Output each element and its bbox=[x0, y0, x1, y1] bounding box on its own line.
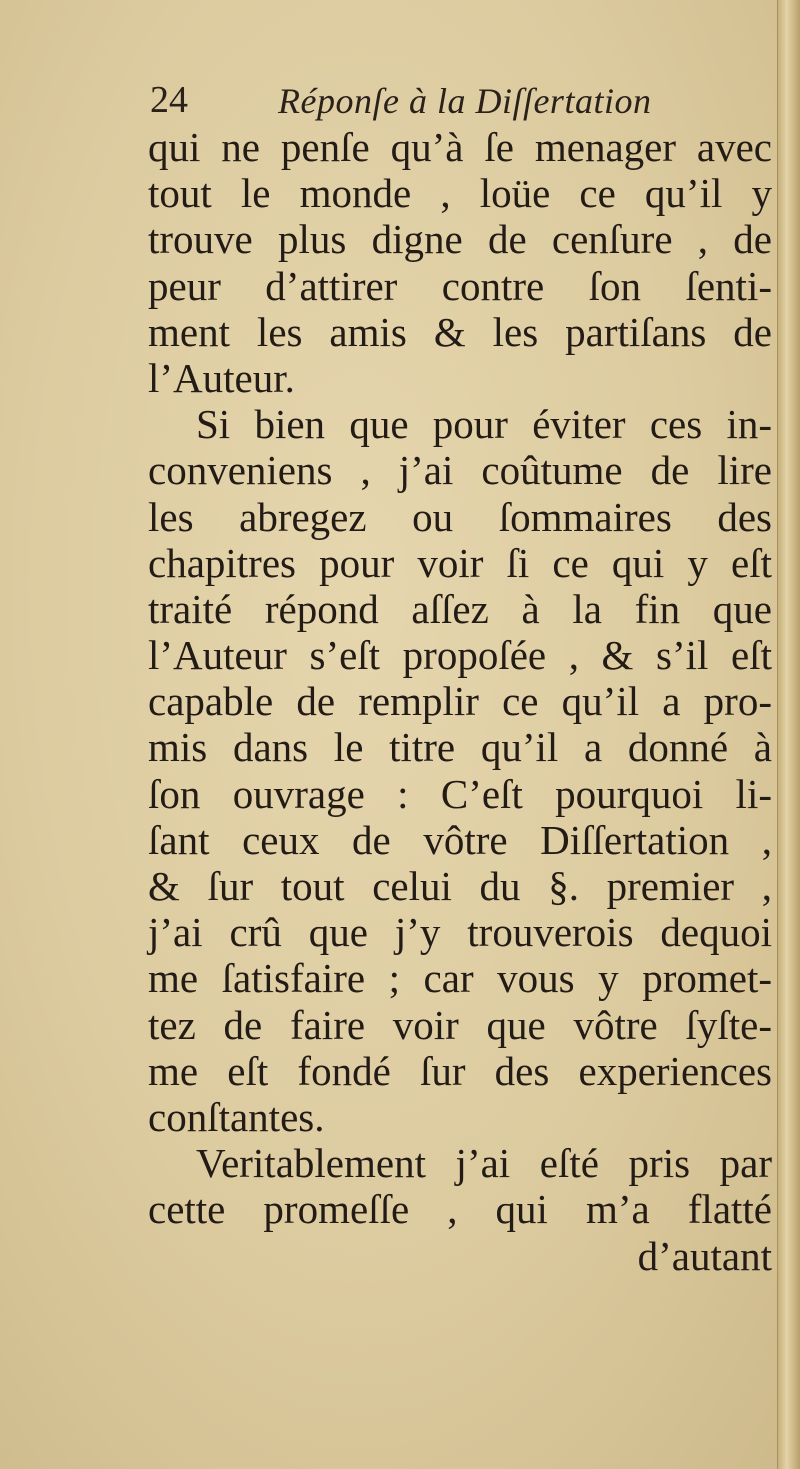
text-line: tez de faire voir que vôtre ſyſte- bbox=[148, 1001, 772, 1048]
text-line: me eſt fondé ſur des experiences bbox=[148, 1047, 772, 1094]
text-line: ſon ouvrage : C’eſt pourquoi li- bbox=[148, 770, 772, 817]
text-line: ſant ceux de vôtre Diſſertation , bbox=[148, 816, 772, 863]
text-line: peur d’attirer contre ſon ſenti- bbox=[148, 262, 772, 309]
running-title: Réponſe à la Diſſertation bbox=[278, 81, 652, 121]
text-line: conveniens , j’ai coûtume de lire bbox=[148, 447, 772, 494]
page-number: 24 bbox=[150, 79, 188, 121]
text-line: traité répond aſſez à la fin que bbox=[148, 585, 772, 632]
text-line: tout le monde , loüe ce qu’il y bbox=[148, 170, 772, 217]
text-line: cette promeſſe , qui m’a flatté bbox=[148, 1186, 772, 1233]
text-line: & ſur tout celui du §. premier , bbox=[148, 863, 772, 909]
text-line: l’Auteur s’eſt propoſée , & s’il eſt bbox=[148, 632, 772, 679]
text-line: ment les amis & les partiſans de bbox=[148, 308, 772, 355]
text-line: Veritablement j’ai eſté pris par bbox=[196, 1140, 772, 1187]
text-line: capable de remplir ce qu’il a pro- bbox=[148, 678, 772, 725]
text-line: chapitres pour voir ſi ce qui y eſt bbox=[148, 539, 772, 586]
text-line: les abregez ou ſommaires des bbox=[148, 493, 772, 540]
text-line: trouve plus digne de cenſure , de bbox=[148, 216, 772, 263]
text-line: qui ne penſe qu’à ſe menager avec bbox=[148, 124, 772, 170]
text-line: conſtantes. bbox=[148, 1093, 325, 1140]
text-line: mis dans le titre qu’il a donné à bbox=[148, 724, 772, 771]
text-line: Si bien que pour éviter ces in- bbox=[196, 401, 772, 448]
page-edge bbox=[777, 0, 800, 1469]
catchword: d’autant bbox=[637, 1232, 772, 1279]
body-text bbox=[148, 124, 772, 1279]
text-line: j’ai crû que j’y trouverois dequoi bbox=[148, 909, 772, 956]
text-line: me ſatisfaire ; car vous y promet- bbox=[148, 955, 772, 1002]
text-line: l’Auteur. bbox=[148, 354, 295, 401]
page-header bbox=[150, 78, 770, 128]
